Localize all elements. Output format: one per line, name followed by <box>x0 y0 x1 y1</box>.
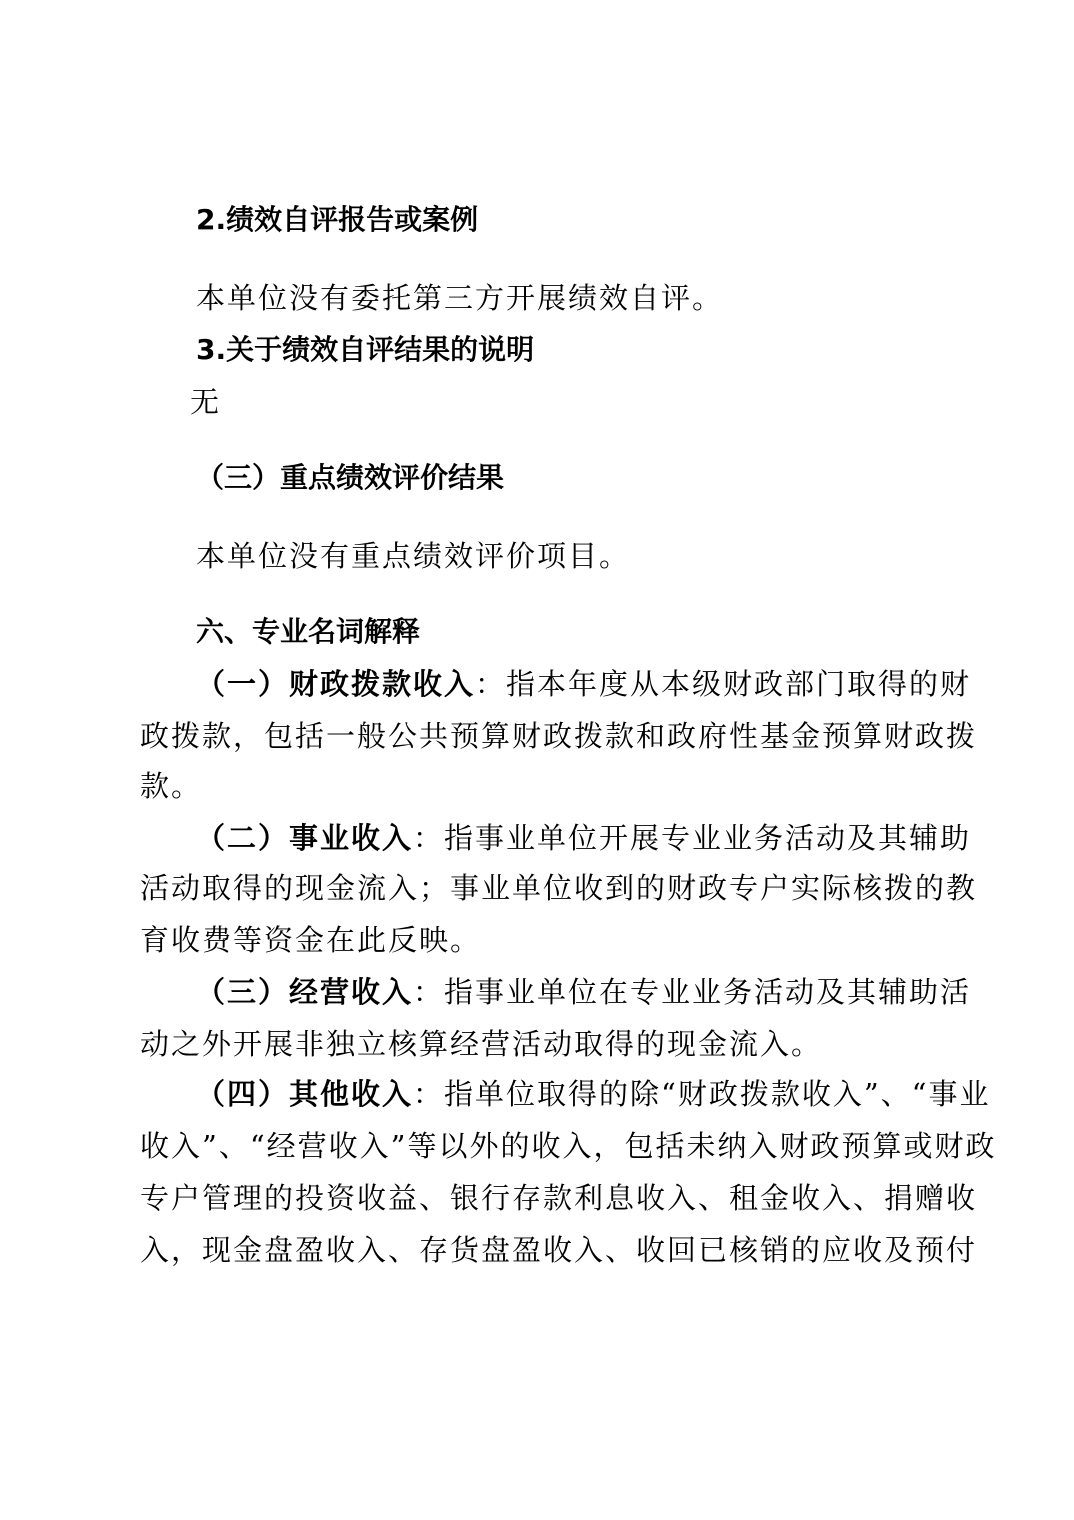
definition-business-income-line-2: 活动取得的现金流入；事业单位收到的财政专户实际核拨的教 <box>140 871 978 905</box>
definition-text: ：指单位取得的除“财政拨款收入”、“事业 <box>413 1077 991 1111</box>
term-fiscal-appropriation-income: （一）财政拨款收入 <box>196 667 476 701</box>
definition-other-income-line-4: 入，现金盘盈收入、存货盘盈收入、收回已核销的应收及预付 <box>140 1233 978 1267</box>
definition-other-income-line-1 <box>196 1074 991 1114</box>
definition-text: ：指事业单位在专业业务活动及其辅助活 <box>413 975 972 1009</box>
term-other-income: （四）其他收入 <box>196 1077 414 1111</box>
definition-fiscal-appropriation-line-1 <box>196 664 971 704</box>
definition-operating-income-line-1 <box>196 972 971 1012</box>
definition-operating-income-line-2: 动之外开展非独立核算经营活动取得的现金流入。 <box>140 1027 823 1061</box>
none-text: 无 <box>190 385 222 419</box>
paragraph-no-key-evaluation: 本单位没有重点绩效评价项目。 <box>196 539 631 573</box>
definition-business-income-line-3: 育收费等资金在此反映。 <box>140 923 482 957</box>
section-heading-key-evaluation: （三）重点绩效评价结果 <box>196 461 505 494</box>
paragraph-no-third-party: 本单位没有委托第三方开展绩效自评。 <box>196 281 724 315</box>
definition-text: ：指事业单位开展专业业务活动及其辅助 <box>413 821 972 855</box>
definition-other-income-line-3: 专户管理的投资收益、银行存款利息收入、租金收入、捐赠收 <box>140 1181 978 1215</box>
section-heading-self-eval-explanation: 3.关于绩效自评结果的说明 <box>196 333 535 366</box>
definition-text: ：指本年度从本级财政部门取得的财 <box>475 667 972 701</box>
section-heading-glossary: 六、专业名词解释 <box>196 615 421 648</box>
definition-fiscal-appropriation-line-2: 政拨款，包括一般公共预算财政拨款和政府性基金预算财政拨 <box>140 719 978 753</box>
section-heading-self-eval-report: 2.绩效自评报告或案例 <box>196 203 479 236</box>
term-business-income: （二）事业收入 <box>196 821 414 855</box>
definition-business-income-line-1 <box>196 818 971 858</box>
definition-other-income-line-2: 收入”、“经营收入”等以外的收入，包括未纳入财政预算或财政 <box>140 1129 997 1163</box>
term-operating-income: （三）经营收入 <box>196 975 414 1009</box>
definition-fiscal-appropriation-line-3: 款。 <box>140 769 203 803</box>
